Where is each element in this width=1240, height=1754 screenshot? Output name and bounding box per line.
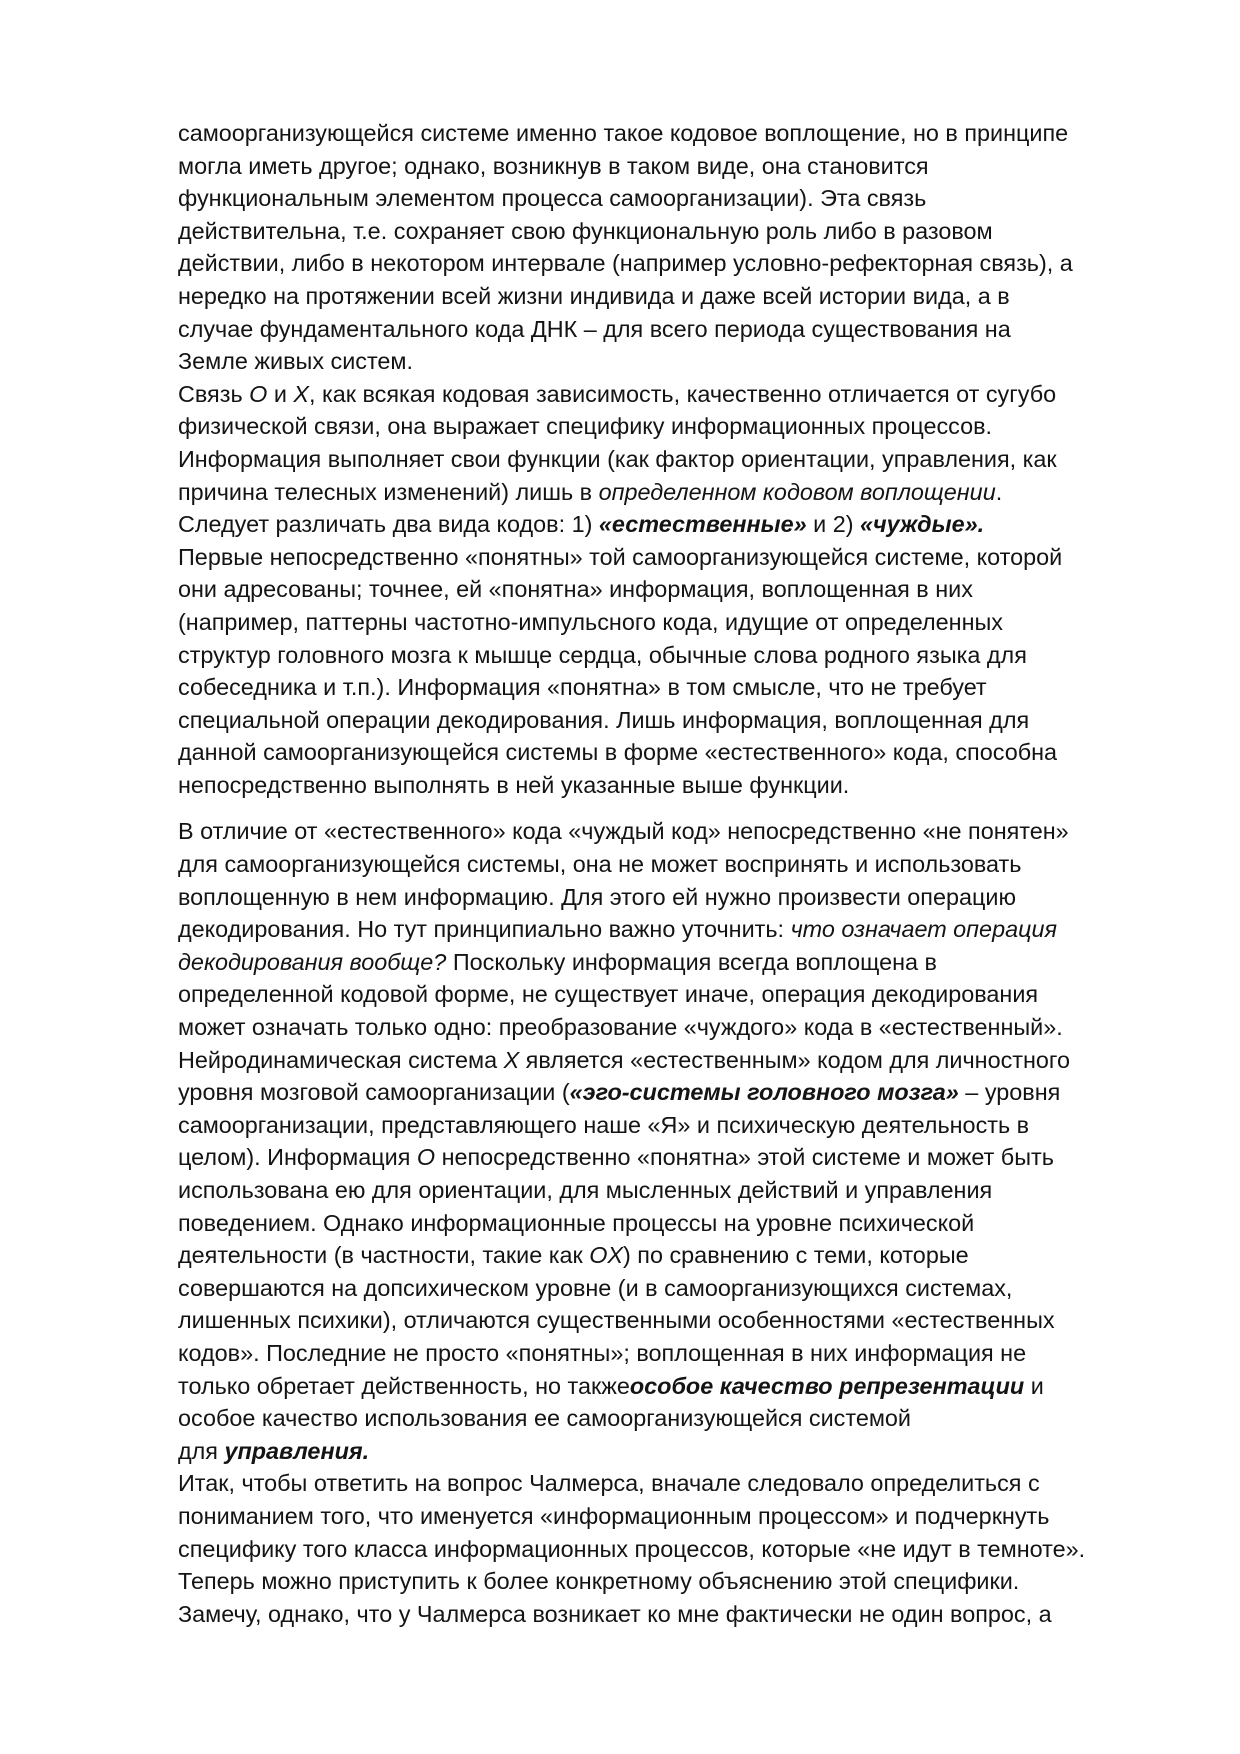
text-run: Нейродинамическая система [178, 1046, 504, 1073]
text-run: кодов». Последние не просто «понятны»; воплощенная в них информация не [178, 1339, 1027, 1366]
text-run: может означать только одно: преобразование «чуждого» кода в «естественный». [178, 1014, 1063, 1041]
text-run: действии, либо в некотором интервале (например условно-рефекторная связь), а [178, 250, 1073, 277]
emphasis-italic: X [293, 380, 310, 407]
text-line [178, 671, 1138, 704]
text-run: целом). Информация [178, 1144, 417, 1171]
text-line [178, 150, 1138, 183]
text-run: причина телесных изменений) лишь в [178, 478, 599, 505]
text-line [178, 1109, 1138, 1142]
text-line [178, 1174, 1138, 1207]
text-run: для [178, 1437, 225, 1464]
text-run: самоорганизующейся системе именно такое кодовое воплощение, но в принципе [178, 120, 1069, 146]
text-line [178, 1207, 1138, 1240]
text-run: они адресованы; точнее, ей «понятна» информация, воплощенная в них [178, 576, 973, 603]
text-run: . [995, 478, 1003, 505]
text-run: только обретает действенность, но также [178, 1372, 630, 1399]
text-line [178, 1533, 1138, 1566]
text-run: специальной операции декодирования. Лишь информация, воплощенная для [178, 706, 1030, 733]
text-line [178, 913, 1138, 946]
text-line [178, 1044, 1138, 1077]
text-run: специфику того класса информационных процессов, которые «не идут в темноте». [178, 1535, 1086, 1562]
emphasis-italic: X [503, 1046, 520, 1073]
paragraph [178, 1467, 1138, 1630]
text-run: для самоорганизующейся системы, она не может воспринять и использовать [178, 851, 1022, 878]
text-line [178, 443, 1138, 476]
emphasis-bold-italic: особое качество репрезентации [629, 1372, 1025, 1399]
text-run: и 2) [806, 511, 860, 538]
text-run: – уровня [958, 1079, 1061, 1106]
text-line [178, 1337, 1138, 1370]
text-line [178, 1076, 1138, 1109]
text-run: и [267, 380, 294, 407]
text-line [178, 639, 1138, 672]
text-run: уровня мозговой самоорганизации ( [178, 1079, 570, 1106]
paragraph [178, 117, 1138, 378]
text-line [178, 508, 1138, 541]
text-line [178, 946, 1138, 979]
emphasis-bold-italic: «естественные» [598, 511, 807, 538]
text-line [178, 1304, 1138, 1337]
text-run: является «естественным» кодом для личностного [519, 1046, 1070, 1073]
emphasis-italic: O [249, 380, 268, 407]
text-run: данной самоорганизующейся системы в форме «естественного» кода, способна [178, 739, 1058, 766]
emphasis-italic: что означает операция [790, 916, 1057, 943]
text-run: пониманием того, что именуется «информационным процессом» и подчеркнуть [178, 1502, 1050, 1529]
text-line [178, 848, 1138, 881]
text-run: и [1024, 1372, 1044, 1399]
text-run: Поскольку информация всегда воплощена в [446, 948, 937, 975]
text-run: ) по сравнению с теми, которые [623, 1242, 969, 1269]
emphasis-italic: O [416, 1144, 436, 1171]
text-run: В отличие от «естественного» кода «чуждый код» непосредственно «не понятен» [178, 818, 1069, 845]
paragraph [178, 815, 1138, 1467]
text-line [178, 313, 1138, 346]
text-run: непосредственно «понятна» этой системе и может быть [435, 1144, 1054, 1171]
text-line [178, 1435, 1138, 1468]
text-line [178, 606, 1138, 639]
text-line [178, 541, 1138, 574]
text-run: случае фундаментального кода ДНК – для всего периода существования на [178, 315, 1011, 342]
text-line [178, 215, 1138, 248]
text-line [178, 1141, 1138, 1174]
text-run: , как всякая кодовая зависимость, качественно отличается от сугубо [309, 380, 1057, 407]
text-run: Итак, чтобы ответить на вопрос Чалмерса, вначале следовало определиться с [178, 1470, 1040, 1497]
text-line [178, 1011, 1138, 1044]
text-run: определенной кодовой форме, не существует иначе, операция декодирования [178, 981, 1039, 1008]
emphasis-italic: определенном кодовом воплощении [598, 478, 996, 505]
text-line [178, 1500, 1138, 1533]
text-line [178, 182, 1138, 215]
text-run: лишенных психики), отличаются существенными особенностями «естественных [178, 1307, 1055, 1334]
text-line [178, 117, 1138, 150]
paragraph [178, 378, 1138, 802]
emphasis-bold-italic: «эго-системы головного мозга» [569, 1079, 959, 1106]
text-line [178, 345, 1138, 378]
text-run: использована ею для ориентации, для мысленных действий и управления [178, 1177, 993, 1203]
text-line [178, 247, 1138, 280]
text-line [178, 1467, 1138, 1500]
text-line [178, 1272, 1138, 1305]
text-run: физической связи, она выражает специфику информационных процессов. [178, 413, 993, 440]
document-page [178, 117, 1138, 1630]
text-line [178, 978, 1138, 1011]
text-run: самоорганизации, представляющего наше «Я» и психическую деятельность в [178, 1111, 1030, 1138]
text-line [178, 573, 1138, 606]
text-run: особое качество использования ее самоорганизующейся системой [178, 1405, 911, 1432]
text-line [178, 704, 1138, 737]
text-line [178, 1598, 1138, 1631]
text-line [178, 476, 1138, 509]
text-run: поведением. Однако информационные процессы на уровне психической [178, 1209, 975, 1236]
text-run: деятельности (в частности, такие как [178, 1242, 590, 1269]
text-line [178, 378, 1138, 411]
emphasis-italic: OX [589, 1242, 624, 1269]
text-run: нередко на протяжении всей жизни индивида и даже всей истории вида, а в [178, 282, 1010, 309]
text-line [178, 1239, 1138, 1272]
emphasis-bold-italic: «чуждые». [860, 511, 985, 538]
text-run: Земле живых систем. [178, 348, 414, 375]
text-run: декодирования. Но тут принципиально важно уточнить: [178, 916, 791, 943]
text-run: Первые непосредственно «понятны» той самоорганизующейся системе, которой [178, 543, 1063, 570]
emphasis-bold-italic: управления. [224, 1437, 370, 1464]
text-line [178, 769, 1138, 802]
text-run: совершаются на допсихическом уровне (и в самоорганизующихся системах, [178, 1274, 1013, 1301]
text-line [178, 815, 1138, 848]
text-run: структур головного мозга к мышце сердца, обычные слова родного языка для [178, 641, 1027, 668]
text-run: Связь [178, 380, 250, 407]
emphasis-italic: декодирования вообще? [178, 948, 447, 975]
text-run: Информация выполняет свои функции (как фактор ориентации, управления, как [178, 445, 1057, 472]
text-run: непосредственно выполнять в ней указанные выше функции. [178, 771, 850, 798]
text-line [178, 1402, 1138, 1435]
text-run: могла иметь другое; однако, возникнув в таком виде, она становится [178, 152, 929, 179]
text-run: Следует различать два вида кодов: 1) [178, 511, 599, 538]
text-run: Замечу, однако, что у Чалмерса возникает ко мне фактически не один вопрос, а [178, 1600, 1052, 1627]
text-line [178, 410, 1138, 443]
text-line [178, 881, 1138, 914]
text-run: действительна, т.е. сохраняет свою функциональную роль либо в разовом [178, 217, 993, 244]
text-run: Теперь можно приступить к более конкретному объяснению этой специфики. [178, 1568, 1020, 1595]
text-line [178, 1370, 1138, 1403]
text-line [178, 1565, 1138, 1598]
text-line [178, 280, 1138, 313]
text-run: воплощенную в нем информацию. Для этого ей нужно произвести операцию [178, 883, 1016, 910]
text-run: функциональным элементом процесса самоорганизации). Эта связь [178, 185, 927, 212]
text-run: собеседника и т.п.). Информация «понятна» в том смысле, что не требует [178, 674, 987, 701]
text-run: (например, паттерны частотно-импульсного кода, идущие от определенных [178, 608, 1003, 635]
text-line [178, 736, 1138, 769]
